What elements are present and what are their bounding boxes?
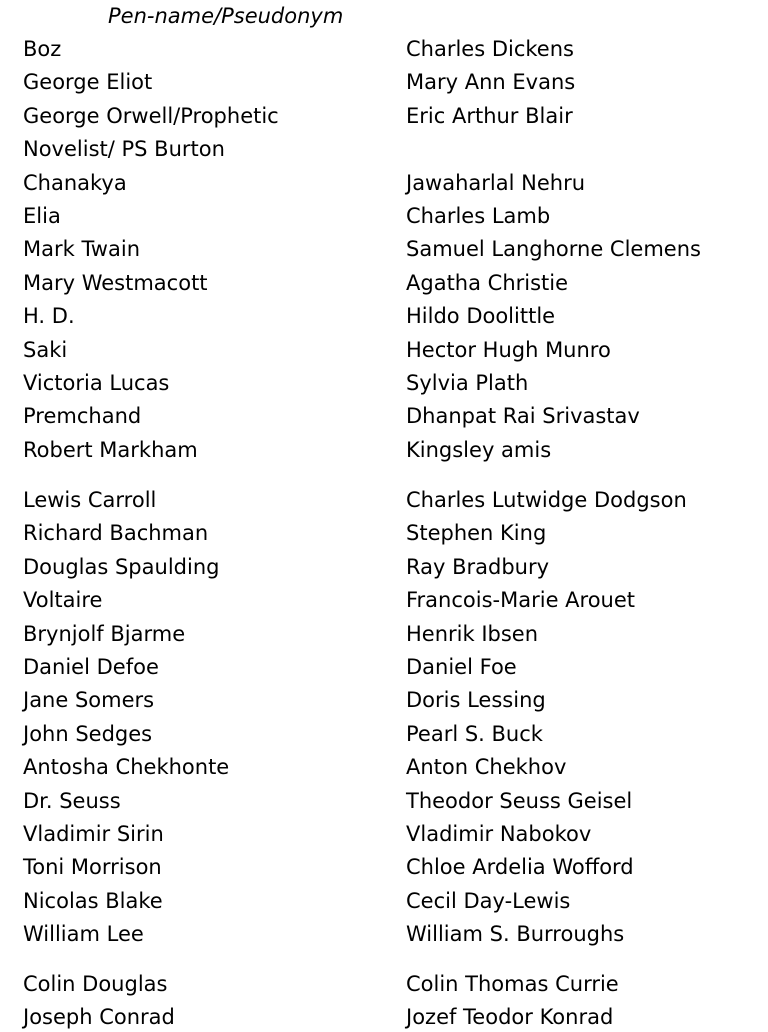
- pen-name-cell: Mark Twain: [23, 237, 140, 262]
- real-name-cell: Pearl S. Buck: [406, 721, 543, 746]
- table-row: [0, 335, 768, 365]
- pen-name-cell: Joseph Conrad: [23, 1005, 175, 1030]
- real-name-cell: Vladimir Nabokov: [406, 822, 592, 846]
- table-row: [0, 201, 768, 231]
- table-row: [0, 134, 768, 164]
- table-row: [0, 585, 768, 615]
- pen-name-cell: Chanakya: [23, 170, 127, 195]
- table-row: [0, 401, 768, 431]
- real-name-cell: Hildo Doolittle: [406, 304, 556, 329]
- table-row: [0, 1002, 768, 1032]
- pen-name-cell: Voltaire: [23, 588, 103, 613]
- pen-name-cell: Robert Markham: [23, 437, 198, 462]
- pen-name-cell: William Lee: [23, 922, 144, 947]
- real-name-cell: Henrik Ibsen: [406, 621, 539, 646]
- real-name-cell: Ray Bradbury: [406, 554, 550, 579]
- pen-name-cell: Victoria Lucas: [23, 371, 170, 395]
- pen-name-cell: Antosha Chekhonte: [23, 755, 230, 780]
- real-name-cell: Jozef Teodor Konrad: [406, 1005, 614, 1030]
- real-name-cell: Mary Ann Evans: [406, 70, 576, 95]
- table-row: [0, 368, 768, 398]
- real-name-cell: Colin Thomas Currie: [406, 972, 619, 996]
- table-row: [0, 268, 768, 298]
- real-name-cell: Charles Lutwidge Dodgson: [406, 488, 687, 512]
- table-row: [0, 752, 768, 782]
- real-name-cell: Cecil Day-Lewis: [406, 888, 571, 913]
- table-row: [0, 852, 768, 882]
- real-name-cell: Agatha Christie: [406, 270, 569, 295]
- pen-name-cell: Jane Somers: [23, 688, 155, 713]
- table-row: [0, 518, 768, 548]
- table-row: [0, 819, 768, 849]
- real-name-cell: Hector Hugh Munro: [406, 337, 611, 362]
- table-row: [0, 234, 768, 264]
- pen-name-cell: Daniel Defoe: [23, 655, 159, 679]
- real-name-cell: Dhanpat Rai Srivastav: [406, 404, 640, 429]
- pen-name-cell: Nicolas Blake: [23, 888, 163, 913]
- real-name-cell: William S. Burroughs: [406, 922, 625, 947]
- table-row: [0, 886, 768, 916]
- pen-name-cell: Mary Westmacott: [23, 270, 208, 295]
- pen-name-cell: John Sedges: [23, 721, 153, 746]
- pen-name-cell: H. D.: [23, 304, 75, 329]
- real-name-cell: Sylvia Plath: [406, 371, 529, 395]
- pen-name-column-header: Pen-name/Pseudonym: [108, 4, 344, 28]
- table-row: [0, 919, 768, 949]
- table-row: [0, 67, 768, 97]
- pen-name-cell: Douglas Spaulding: [23, 554, 220, 579]
- real-name-cell: Theodor Seuss Geisel: [406, 788, 633, 813]
- table-row: [0, 969, 768, 999]
- pen-name-cell: Dr. Seuss: [23, 788, 121, 813]
- pen-name-cell: George Orwell/Prophetic: [23, 103, 279, 128]
- table-row: [0, 301, 768, 331]
- real-name-cell: Francois-Marie Arouet: [406, 588, 636, 613]
- real-name-cell: Charles Lamb: [406, 204, 551, 228]
- real-name-cell: Daniel Foe: [406, 655, 517, 679]
- pen-name-cell: Richard Bachman: [23, 521, 209, 546]
- pen-name-cell: Brynjolf Bjarme: [23, 621, 186, 646]
- real-name-cell: Charles Dickens: [406, 37, 574, 61]
- table-row: [0, 552, 768, 582]
- table-row: [0, 168, 768, 198]
- table-row: [0, 101, 768, 131]
- pen-name-cell: Novelist/ PS Burton: [23, 137, 225, 162]
- real-name-cell: Anton Chekhov: [406, 755, 567, 780]
- real-name-cell: Kingsley amis: [406, 437, 552, 462]
- pen-name-cell: George Eliot: [23, 70, 153, 95]
- table-row: [0, 719, 768, 749]
- pen-name-cell: Toni Morrison: [23, 855, 162, 880]
- real-name-cell: Chloe Ardelia Wofford: [406, 855, 634, 880]
- table-row: [0, 786, 768, 816]
- pen-name-cell: Saki: [23, 337, 68, 362]
- real-name-cell: Stephen King: [406, 521, 547, 546]
- pen-name-cell: Lewis Carroll: [23, 488, 157, 512]
- table-row: [0, 685, 768, 715]
- table-row: [0, 652, 768, 682]
- table-row: [0, 485, 768, 515]
- real-name-cell: Eric Arthur Blair: [406, 103, 573, 128]
- pen-name-cell: Elia: [23, 204, 61, 228]
- real-name-cell: Doris Lessing: [406, 688, 546, 713]
- table-row: [0, 435, 768, 465]
- pen-name-cell: Vladimir Sirin: [23, 822, 164, 846]
- pen-name-cell: Boz: [23, 37, 62, 61]
- table-row: [0, 619, 768, 649]
- real-name-cell: Jawaharlal Nehru: [406, 170, 586, 195]
- real-name-cell: Samuel Langhorne Clemens: [406, 237, 701, 262]
- table-row: [0, 34, 768, 64]
- pen-name-cell: Premchand: [23, 404, 142, 429]
- pen-name-cell: Colin Douglas: [23, 972, 168, 996]
